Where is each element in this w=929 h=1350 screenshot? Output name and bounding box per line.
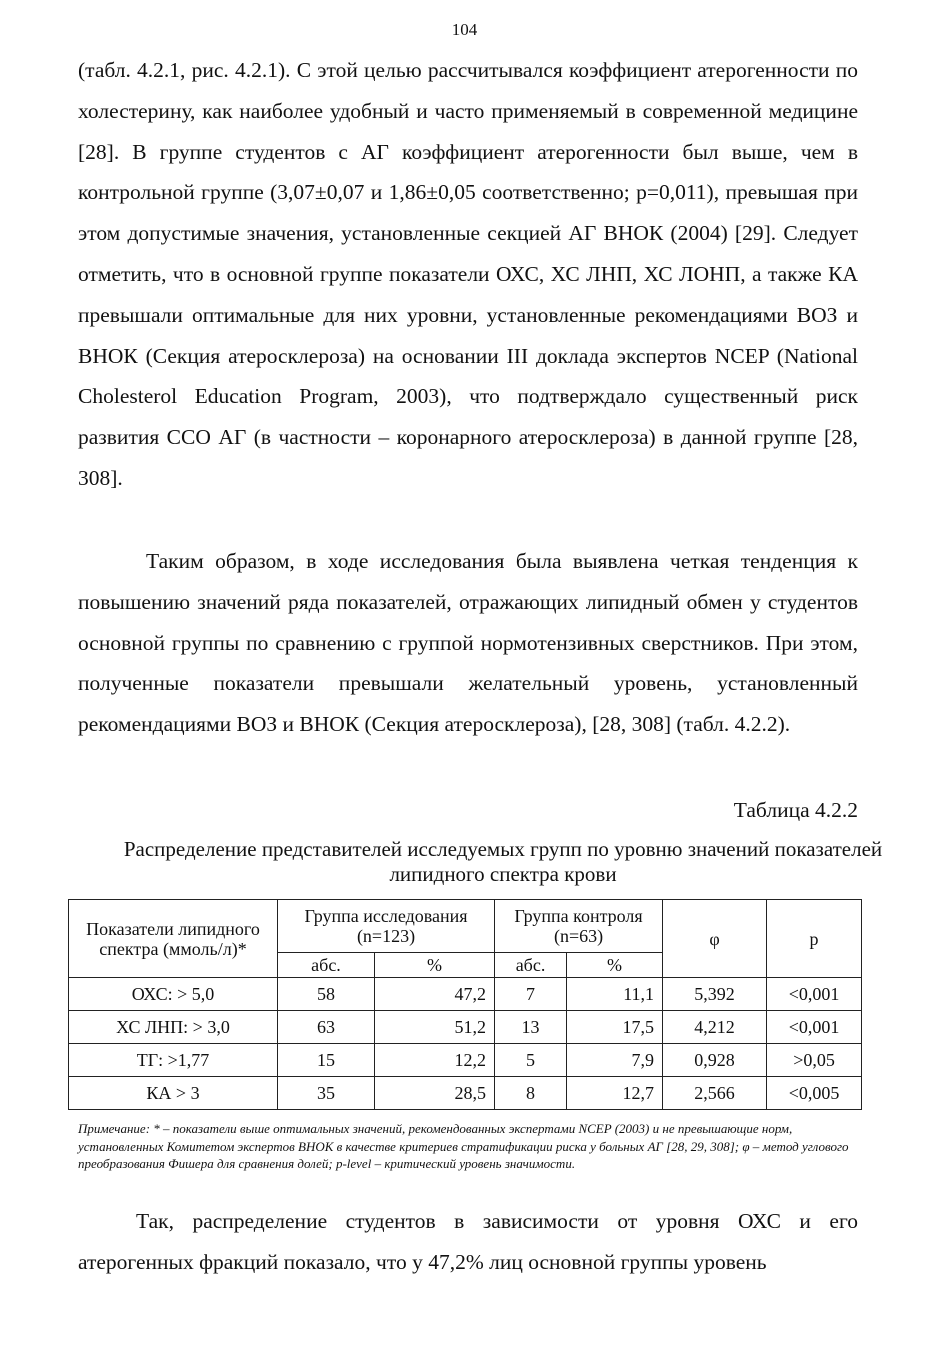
subheader-study-percent: % xyxy=(375,953,495,978)
table-row xyxy=(69,1044,862,1077)
phi-value: 5,392 xyxy=(663,978,767,1011)
header-phi: φ xyxy=(663,900,767,978)
header-group-study: Группа исследования (n=123) xyxy=(278,900,495,953)
header-group-control: Группа контроля (n=63) xyxy=(495,900,663,953)
study-abs: 63 xyxy=(278,1011,375,1044)
control-percent: 11,1 xyxy=(567,978,663,1011)
study-percent: 28,5 xyxy=(375,1077,495,1110)
table-row xyxy=(69,1077,862,1110)
study-percent: 51,2 xyxy=(375,1011,495,1044)
lipid-table xyxy=(68,899,862,1110)
study-abs: 15 xyxy=(278,1044,375,1077)
p-value: >0,05 xyxy=(767,1044,862,1077)
study-percent: 12,2 xyxy=(375,1044,495,1077)
header-indicator: Показатели липидного спектра (ммоль/л)* xyxy=(69,900,278,978)
row-indicator: КА > 3 xyxy=(69,1077,278,1110)
study-percent: 47,2 xyxy=(375,978,495,1011)
paragraph-2: Таким образом, в ходе исследования была выявлена четкая тенденция к повышению значений ряда показателей, отражающих липидный обмен у студентов основной группы по сравнению с группой нормотензивных сверстников. При этом, полученные показатели превышали желательный уровень, установленный рекомендациями ВОЗ и ВНОК (Секция атеросклероза), [28, 308] (табл. 4.2.2). xyxy=(78,549,858,737)
row-indicator: ХС ЛНП: > 3,0 xyxy=(69,1011,278,1044)
control-percent: 7,9 xyxy=(567,1044,663,1077)
phi-value: 2,566 xyxy=(663,1077,767,1110)
p-value: <0,005 xyxy=(767,1077,862,1110)
control-abs: 7 xyxy=(495,978,567,1011)
table-row xyxy=(69,1011,862,1044)
subheader-study-abs: абс. xyxy=(278,953,375,978)
p-value: <0,001 xyxy=(767,1011,862,1044)
p-value: <0,001 xyxy=(767,978,862,1011)
study-abs: 58 xyxy=(278,978,375,1011)
table-label: Таблица 4.2.2 xyxy=(733,798,858,822)
control-percent: 17,5 xyxy=(567,1011,663,1044)
row-indicator: ОХС: > 5,0 xyxy=(69,978,278,1011)
control-abs: 5 xyxy=(495,1044,567,1077)
paragraph-3: Так, распределение студентов в зависимости от уровня ОХС и его атерогенных фракций показало, что у 47,2% лиц основной группы уровень xyxy=(78,1209,858,1274)
study-abs: 35 xyxy=(278,1077,375,1110)
control-percent: 12,7 xyxy=(567,1077,663,1110)
row-indicator: ТГ: >1,77 xyxy=(69,1044,278,1077)
table-row xyxy=(69,978,862,1011)
header-p: p xyxy=(767,900,862,978)
table-note: Примечание: * – показатели выше оптимальных значений, рекомендованных экспертами NCEP (2003) и не превышающие норм, установленных Комитетом экспертов ВНОК в качестве критериев стратификации риска у больных АГ [28, 29, 308]; φ – метод углового преобразования Фишера для сравнения долей; p-level – критический уровень значимости. xyxy=(78,1121,849,1171)
paragraph-1: (табл. 4.2.1, рис. 4.2.1). С этой целью рассчитывался коэффициент атерогенности по холестерину, как наиболее удобный и часто применяемый в современной медицине [28]. В группе студентов с АГ коэффициент атерогенности был выше, чем в контрольной группе (3,07±0,07 и 1,86±0,05 соответственно; р=0,011), превышая при этом допустимые значения, установленные секцией АГ ВНОК (2004) [29]. Следует отметить, что в основной группе показатели ОХС, ХС ЛНП, ХС ЛОНП, а также КА превышали оптимальные для них уровни, установленные рекомендациями ВОЗ и ВНОК (Секция атеросклероза) на основании III доклада экспертов NCEP (National Cholesterol Education Program, 2003), что подтверждало существенный риск развития ССО АГ (в частности – коронарного атеросклероза) в данной группе [28, 308]. xyxy=(78,58,858,490)
page-number: 104 xyxy=(451,20,478,39)
phi-value: 0,928 xyxy=(663,1044,767,1077)
control-abs: 8 xyxy=(495,1077,567,1110)
subheader-control-percent: % xyxy=(567,953,663,978)
phi-value: 4,212 xyxy=(663,1011,767,1044)
subheader-control-abs: абс. xyxy=(495,953,567,978)
table-title: Распределение представителей исследуемых групп по уровню значений показателей липидного спектра крови xyxy=(123,837,883,886)
control-abs: 13 xyxy=(495,1011,567,1044)
